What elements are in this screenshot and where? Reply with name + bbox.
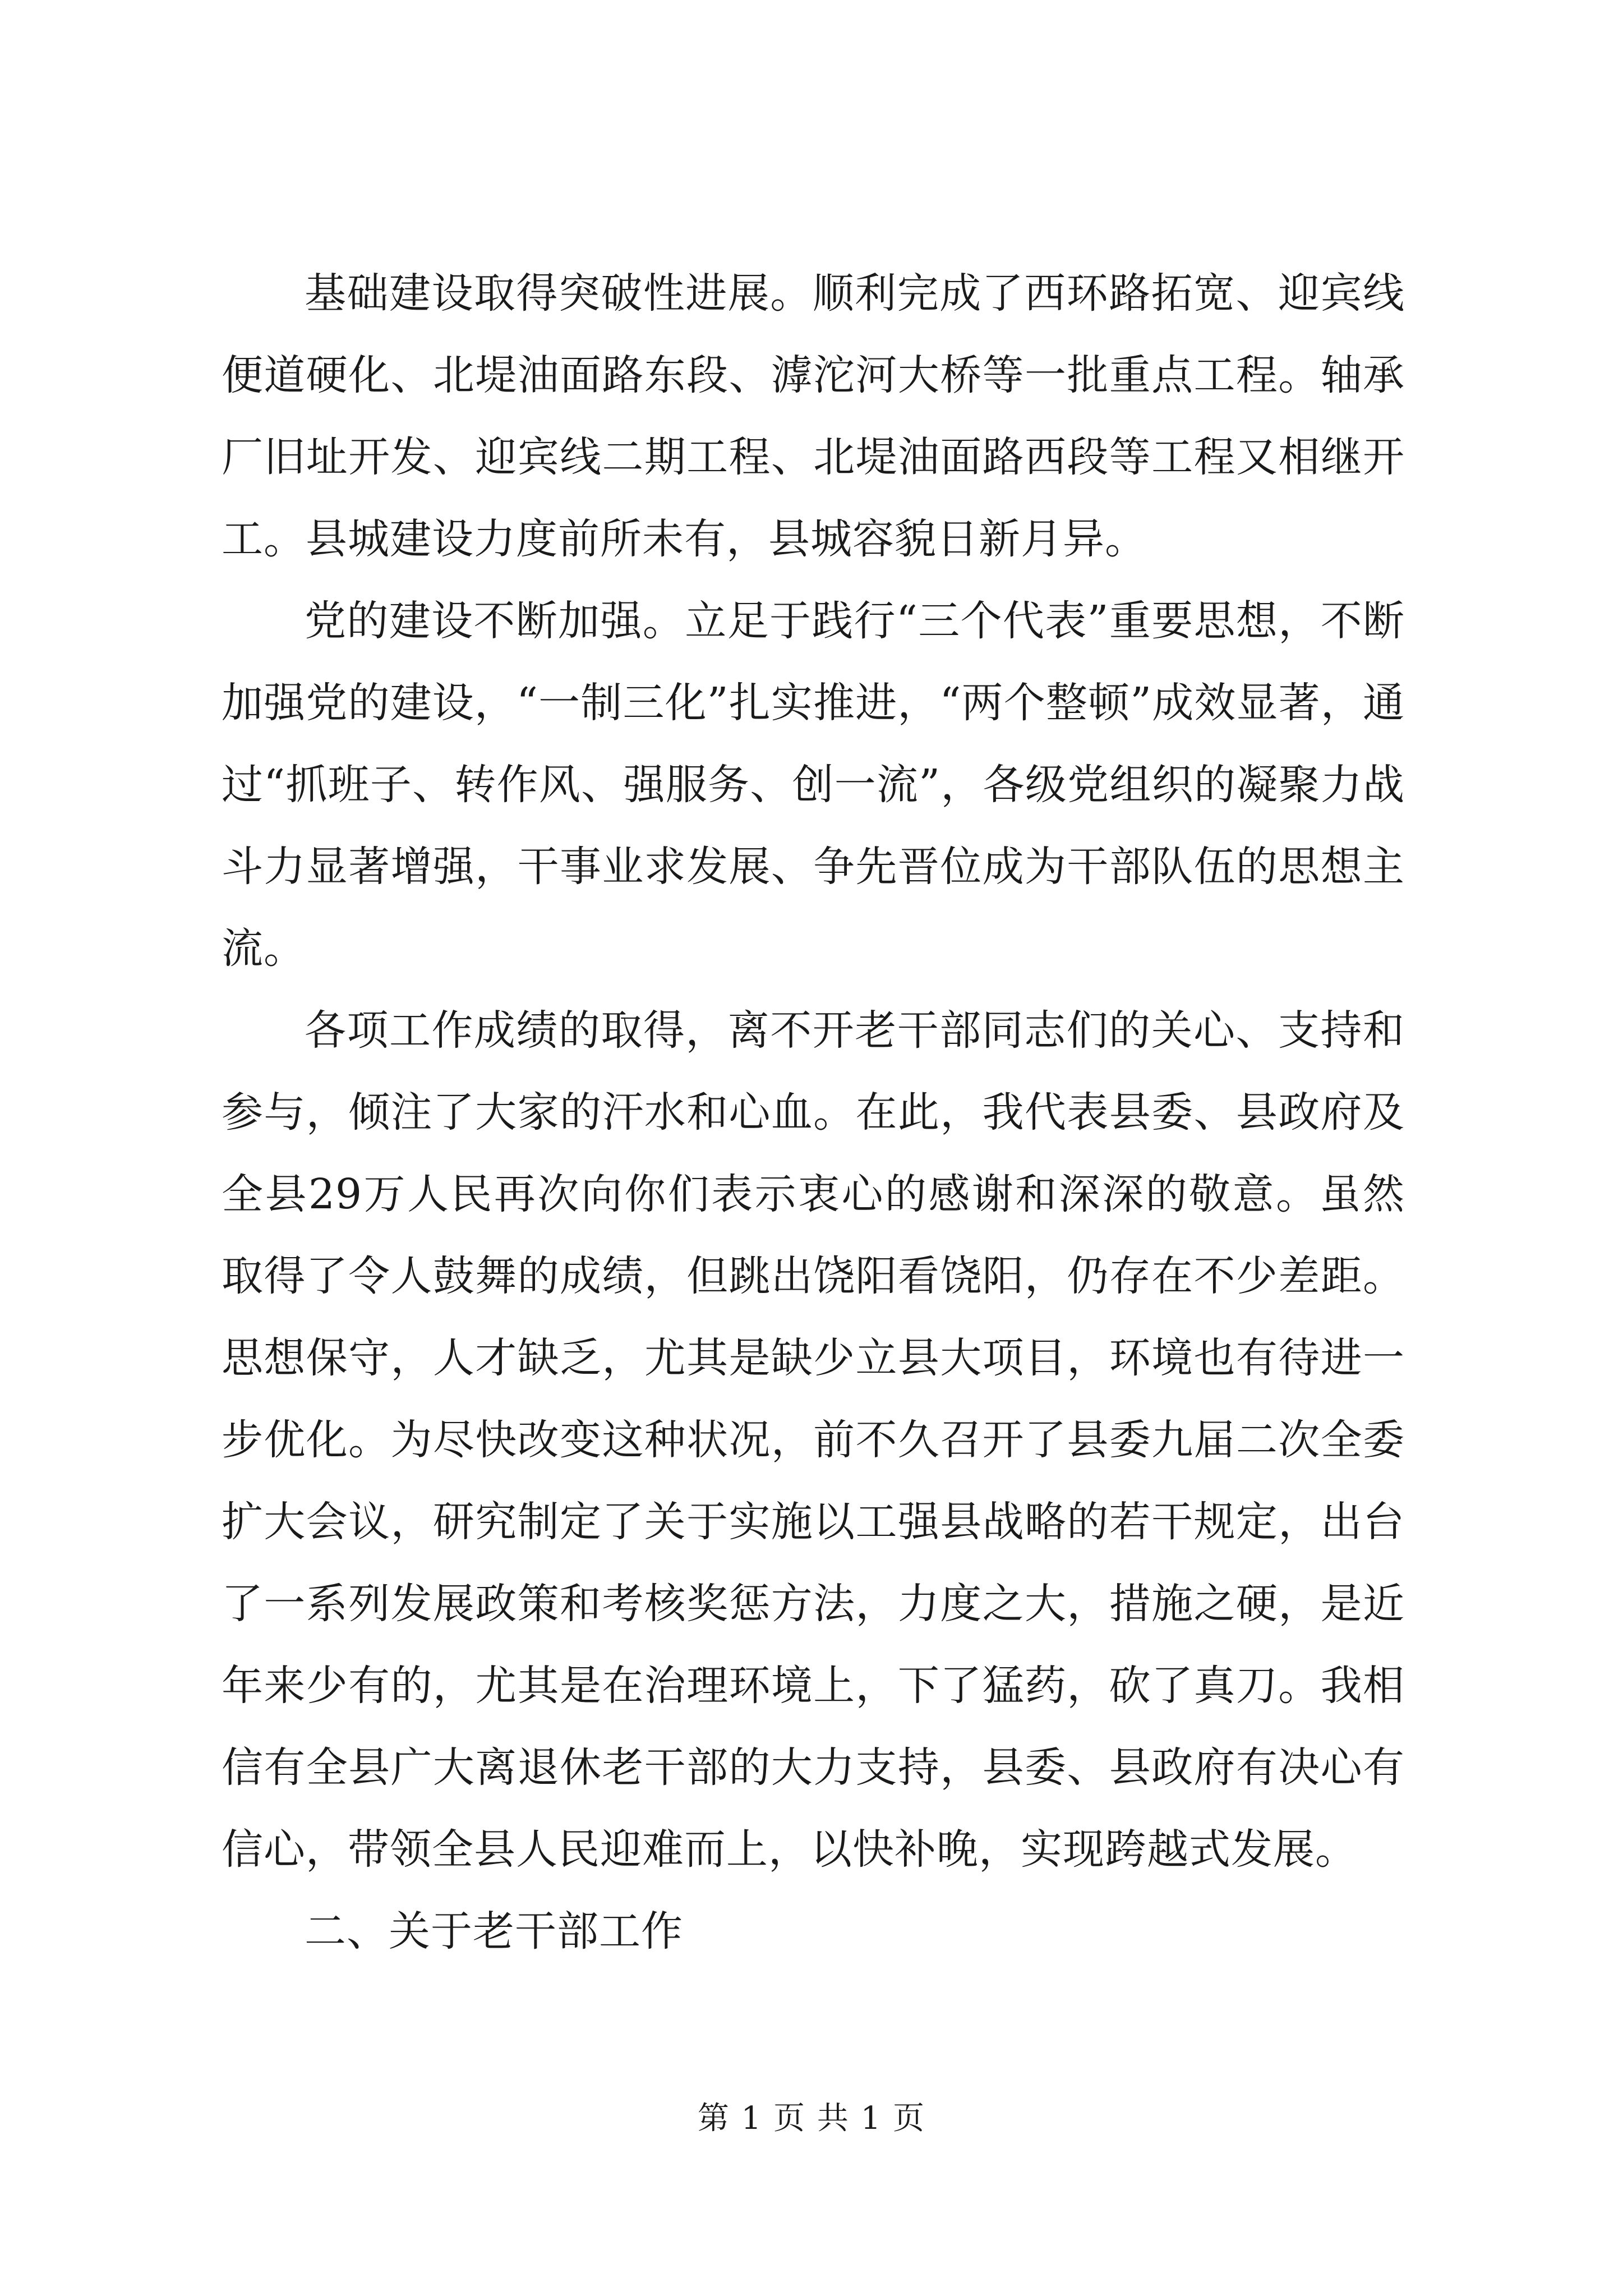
paragraph-party-building: 党的建设不断加强。立足于践行“三个代表”重要思想，不断加强党的建设，“一制三化”扎实推进，“两个整顿”成效显著，通过“抓班子、转作风、强服务、创一流”，各级党组织的凝聚力战斗力显著增强，干事业求发展、争先晋位成为干部队伍的思想主流。	[222, 597, 1405, 973]
paragraph-achievements: 各项工作成绩的取得，离不开老干部同志们的关心、支持和参与，倾注了大家的汗水和心血。在此，我代表县委、县政府及全县29万人民再次向你们表示衷心的感谢和深深的敬意。虽然取得了令人鼓舞的成绩，但跳出饶阳看饶阳，仍存在不少差距。思想保守，人才缺乏，尤其是缺少立县大项目，环境也有待进一步优化。为尽快改变这种状况，前不久召开了县委九届二次全委扩大会议，研究制定了关于实施以工强县战略的若干规定，出台了一系列发展政策和考核奖惩方法，力度之大，措施之硬，是近年来少有的，尤其是在治理环境上，下了猛药，砍了真刀。我相信有全县广大离退休老干部的大力支持，县委、县政府有决心有信心，带领全县人民迎难而上，以快补晚，实现跨越式发展。	[222, 1006, 1405, 1874]
page-footer: 第 1 页 共 1 页	[697, 2100, 926, 2137]
document-body	[222, 252, 1405, 1972]
section-heading: 二、关于老干部工作	[305, 1907, 683, 1955]
paragraph-infrastructure: 基础建设取得突破性进展。顺利完成了西环路拓宽、迎宾线便道硬化、北堤油面路东段、滹沱河大桥等一批重点工程。轴承厂旧址开发、迎宾线二期工程、北堤油面路西段等工程又相继开工。县城建设力度前所未有，县城容貌日新月异。	[222, 269, 1405, 563]
